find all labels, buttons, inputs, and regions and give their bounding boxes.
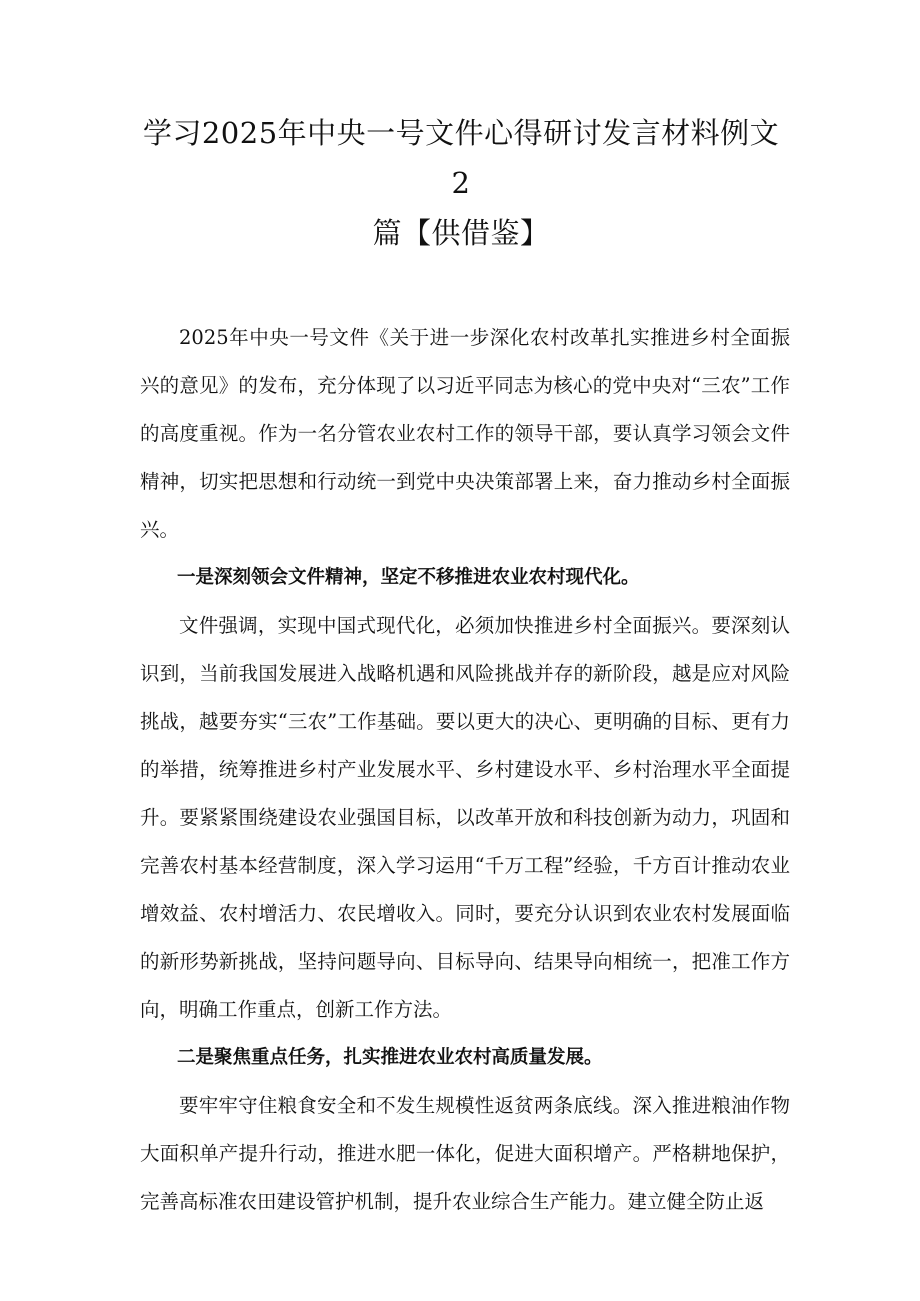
section-heading-1: 一是深刻领会文件精神，坚定不移推进农业农村现代化。 — [177, 567, 640, 588]
intro-paragraph: 2025年中央一号文件《关于进一步深化农村改革扎实推进乡村全面振兴的意见》的发布，充分体现了以习近平同志为核心的党中央对“三农”工作的高度重视。作为一名分管农业农村工作的领导干部，要认真学习领会文件精神，切实把思想和行动统一到党中央决策部署上来，奋力推动乡村全面振兴。 — [140, 326, 790, 541]
section-2-paragraph: 要牢牢守住粮食安全和不发生规模性返贫两条底线。深入推进粮油作物大面积单产提升行动，推进水肥一体化，促进大面积增产。严格耕地保护，完善高标准农田建设管护机制，提升农业综合生产能力。建立健全防止返 — [140, 1094, 790, 1213]
document-body — [140, 314, 790, 1226]
section-heading-2: 二是聚焦重点任务，扎实推进农业农村高质量发展。 — [177, 1047, 603, 1068]
title-line-1: 学习2025年中央一号文件心得研讨发言材料例文2 — [142, 116, 780, 200]
document-title — [140, 108, 790, 258]
section-1-paragraph: 文件强调，实现中国式现代化，必须加快推进乡村全面振兴。要深刻认识到，当前我国发展进入战略机遇和风险挑战并存的新阶段，越是应对风险挑战，越要夯实“三农”工作基础。要以更大的决心、更明确的目标、更有力的举措，统筹推进乡村产业发展水平、乡村建设水平、乡村治理水平全面提升。要紧紧围绕建设农业强国目标，以改革开放和科技创新为动力，巩固和完善农村基本经营制度，深入学习运用“千万工程”经验，千方百计推动农业增效益、农村增活力、农民增收入。同时，要充分认识到农业农村发展面临的新形势新挑战，坚持问题导向、目标导向、结果导向相统一，把准工作方向，明确工作重点，创新工作方法。 — [140, 614, 790, 1021]
title-line-2: 篇【供借鉴】 — [372, 216, 550, 250]
